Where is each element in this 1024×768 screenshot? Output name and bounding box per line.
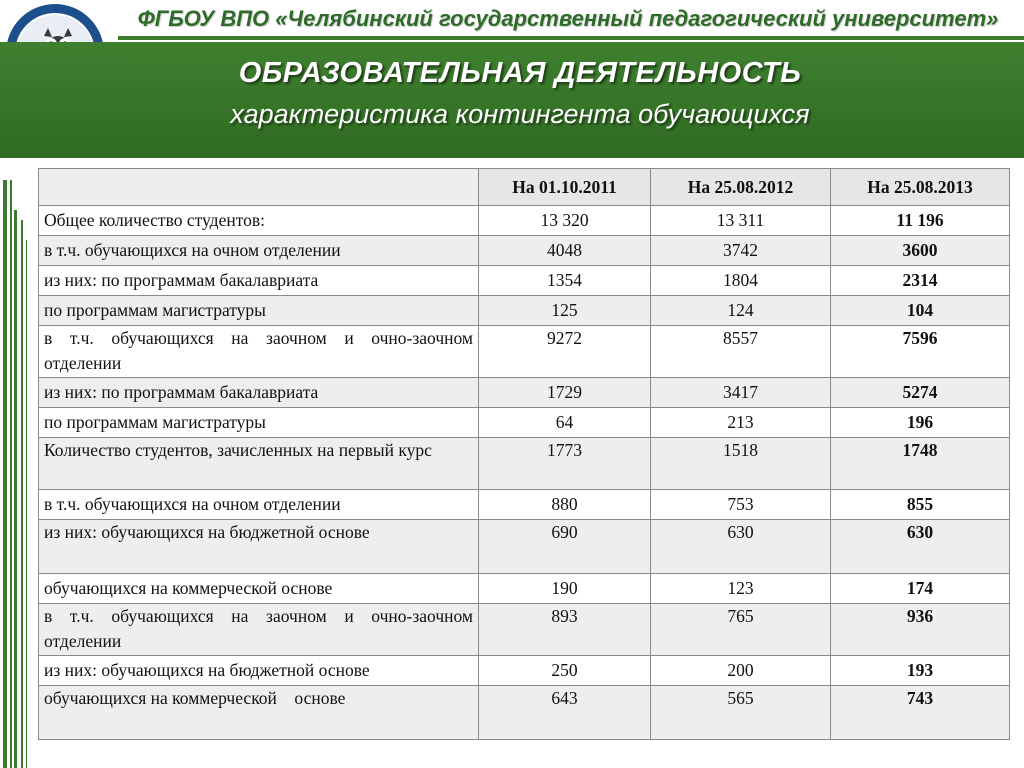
contingent-table <box>38 168 1010 740</box>
cell-2013: 196 <box>831 408 1010 438</box>
table-row <box>39 656 1010 686</box>
column-header-2011: На 01.10.2011 <box>479 169 651 206</box>
cell-2013: 7596 <box>831 326 1010 378</box>
cell-2012: 13 311 <box>651 206 831 236</box>
cell-2012: 1804 <box>651 266 831 296</box>
table-row <box>39 296 1010 326</box>
cell-2012: 200 <box>651 656 831 686</box>
page-subtitle: характеристика контингента обучающихся <box>230 99 810 129</box>
cell-2012: 753 <box>651 490 831 520</box>
header-divider <box>118 36 1024 40</box>
cell-2011: 190 <box>479 574 651 604</box>
cell-2013: 11 196 <box>831 206 1010 236</box>
cell-2011: 643 <box>479 686 651 740</box>
table-row <box>39 206 1010 236</box>
cell-2012: 213 <box>651 408 831 438</box>
side-bar <box>14 210 17 768</box>
cell-2011: 13 320 <box>479 206 651 236</box>
row-label: Общее количество студентов: <box>39 206 479 236</box>
table-row <box>39 326 1010 378</box>
contingent-table-container <box>38 168 1010 740</box>
cell-2012: 1518 <box>651 438 831 490</box>
table-row <box>39 236 1010 266</box>
table-row <box>39 686 1010 740</box>
organization-title: ФГБОУ ВПО «Челябинский государственный педагогический университет» <box>137 6 999 31</box>
cell-2011: 1354 <box>479 266 651 296</box>
table-row <box>39 438 1010 490</box>
row-label: из них: по программам бакалавриата <box>39 266 479 296</box>
cell-2011: 1729 <box>479 378 651 408</box>
row-label: по программам магистратуры <box>39 408 479 438</box>
cell-2012: 630 <box>651 520 831 574</box>
row-label: Количество студентов, зачисленных на первый курс <box>39 438 479 490</box>
cell-2013: 1748 <box>831 438 1010 490</box>
table-header-row <box>39 169 1010 206</box>
column-header-2012: На 25.08.2012 <box>651 169 831 206</box>
cell-2013: 630 <box>831 520 1010 574</box>
table-row <box>39 604 1010 656</box>
cell-2012: 565 <box>651 686 831 740</box>
cell-2013: 3600 <box>831 236 1010 266</box>
column-header-label <box>39 169 479 206</box>
cell-2011: 250 <box>479 656 651 686</box>
row-label: из них: по программам бакалавриата <box>39 378 479 408</box>
cell-2012: 124 <box>651 296 831 326</box>
side-bar <box>10 180 12 768</box>
cell-2012: 8557 <box>651 326 831 378</box>
page-title: ОБРАЗОВАТЕЛЬНАЯ ДЕЯТЕЛЬНОСТЬ <box>238 57 802 89</box>
row-label: в т.ч. обучающихся на заочном и очно-заочном отделении <box>39 326 479 378</box>
cell-2011: 893 <box>479 604 651 656</box>
cell-2011: 125 <box>479 296 651 326</box>
cell-2013: 855 <box>831 490 1010 520</box>
table-row <box>39 378 1010 408</box>
row-label: из них: обучающихся на бюджетной основе <box>39 656 479 686</box>
row-label: в т.ч. обучающихся на заочном и очно-заочном отделении <box>39 604 479 656</box>
cell-2013: 2314 <box>831 266 1010 296</box>
cell-2011: 9272 <box>479 326 651 378</box>
cell-2011: 4048 <box>479 236 651 266</box>
cell-2011: 64 <box>479 408 651 438</box>
cell-2013: 104 <box>831 296 1010 326</box>
table-row <box>39 574 1010 604</box>
cell-2012: 3742 <box>651 236 831 266</box>
row-label: из них: обучающихся на бюджетной основе <box>39 520 479 574</box>
row-label: по программам магистратуры <box>39 296 479 326</box>
cell-2012: 123 <box>651 574 831 604</box>
cell-2013: 174 <box>831 574 1010 604</box>
row-label: обучающихся на коммерческой основе <box>39 574 479 604</box>
table-row <box>39 266 1010 296</box>
cell-2013: 5274 <box>831 378 1010 408</box>
slide-header <box>0 0 1024 158</box>
cell-2011: 690 <box>479 520 651 574</box>
cell-2011: 880 <box>479 490 651 520</box>
cell-2013: 193 <box>831 656 1010 686</box>
table-row <box>39 520 1010 574</box>
side-bar <box>26 240 27 768</box>
cell-2013: 936 <box>831 604 1010 656</box>
decorative-side-bars <box>0 180 30 768</box>
cell-2011: 1773 <box>479 438 651 490</box>
table-row <box>39 490 1010 520</box>
row-label: обучающихся на коммерческой основе <box>39 686 479 740</box>
side-bar <box>3 180 7 768</box>
row-label: в т.ч. обучающихся на очном отделении <box>39 236 479 266</box>
table-row <box>39 408 1010 438</box>
cell-2012: 765 <box>651 604 831 656</box>
cell-2013: 743 <box>831 686 1010 740</box>
row-label: в т.ч. обучающихся на очном отделении <box>39 490 479 520</box>
cell-2012: 3417 <box>651 378 831 408</box>
side-bar <box>21 220 23 768</box>
column-header-2013: На 25.08.2013 <box>831 169 1010 206</box>
